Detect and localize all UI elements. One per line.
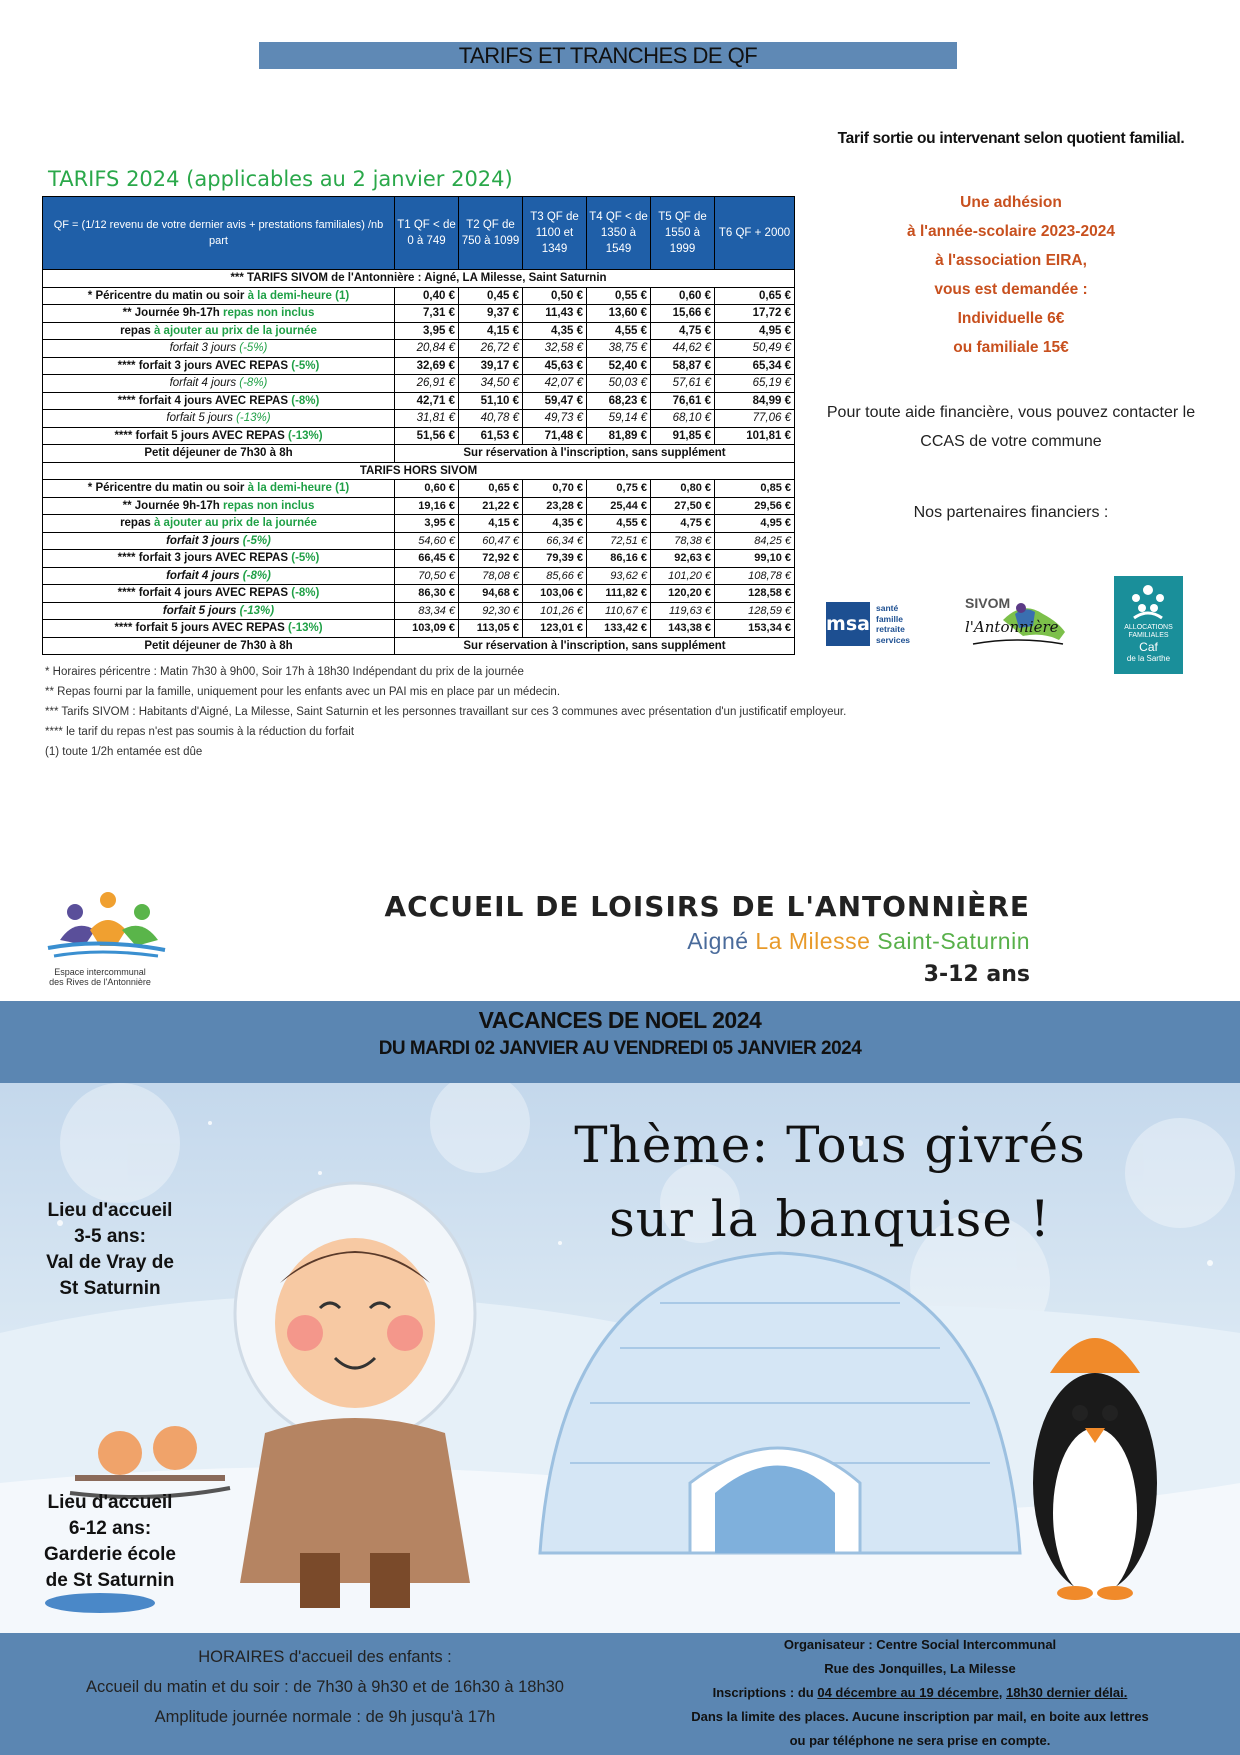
adhesion-line: vous est demandée : bbox=[934, 281, 1088, 298]
tariff-table bbox=[42, 196, 795, 655]
price-cell: 4,95 € bbox=[715, 322, 795, 340]
price-cell: 4,15 € bbox=[459, 322, 523, 340]
price-cell: 40,78 € bbox=[459, 410, 523, 428]
price-cell: 4,15 € bbox=[459, 515, 523, 533]
caf-text-line: ALLOCATIONS bbox=[1124, 624, 1173, 631]
price-cell: 44,62 € bbox=[651, 340, 715, 358]
price-cell: 78,08 € bbox=[459, 567, 523, 585]
price-cell: 78,38 € bbox=[651, 532, 715, 550]
footnote: ** Repas fourni par la famille, uniquement pour les enfants avec un PAI mis en place par un médecin. bbox=[45, 686, 561, 698]
lieu-line: St Saturnin bbox=[59, 1278, 161, 1299]
page-banner-title: TARIFS ET TRANCHES DE QF bbox=[259, 42, 957, 69]
price-cell: 108,78 € bbox=[715, 567, 795, 585]
town-saint-saturnin: Saint-Saturnin bbox=[877, 928, 1030, 954]
row-label-highlight: (-5%) bbox=[242, 534, 271, 547]
price-cell: 54,60 € bbox=[395, 532, 459, 550]
price-cell: 15,66 € bbox=[651, 305, 715, 323]
price-cell: 51,10 € bbox=[459, 392, 523, 410]
price-cell: 113,05 € bbox=[459, 620, 523, 638]
accueil-title: ACCUEIL DE LOISIRS DE L'ANTONNIÈRE bbox=[384, 890, 1030, 923]
row-label-text: forfait 4 jours bbox=[169, 377, 240, 390]
row-label-text: forfait 3 jours bbox=[169, 342, 240, 355]
price-cell: 0,65 € bbox=[715, 287, 795, 305]
theme-title bbox=[500, 1108, 1160, 1256]
organisateur-line: ou par téléphone ne sera prise en compte. bbox=[789, 1733, 1051, 1748]
sivom-rows bbox=[43, 287, 795, 462]
inscriptions-sep: , bbox=[998, 1685, 1006, 1700]
price-cell: 0,60 € bbox=[651, 287, 715, 305]
price-cell: 61,53 € bbox=[459, 427, 523, 445]
row-label bbox=[43, 567, 395, 585]
horaires-line: Accueil du matin et du soir : de 7h30 à 9h30 et de 16h30 à 18h30 bbox=[86, 1678, 564, 1696]
row-label-text: **** forfait 4 jours AVEC REPAS bbox=[117, 394, 292, 407]
row-label bbox=[43, 497, 395, 515]
row-label-text: forfait 4 jours bbox=[166, 569, 243, 582]
table-row bbox=[43, 602, 795, 620]
price-cell: 128,58 € bbox=[715, 585, 795, 603]
footnotes bbox=[45, 662, 865, 762]
table-row bbox=[43, 305, 795, 323]
price-cell: 34,50 € bbox=[459, 375, 523, 393]
price-cell: 0,40 € bbox=[395, 287, 459, 305]
price-cell: 23,28 € bbox=[523, 497, 587, 515]
row-label bbox=[43, 305, 395, 323]
row-label bbox=[43, 410, 395, 428]
aide-financiere-text: Pour toute aide financière, vous pouvez contacter le CCAS de votre commune bbox=[826, 404, 1196, 450]
price-cell: 103,09 € bbox=[395, 620, 459, 638]
vacances-title: VACANCES DE NOEL 2024 bbox=[478, 1007, 762, 1033]
price-cell: 101,20 € bbox=[651, 567, 715, 585]
price-cell: 3,95 € bbox=[395, 322, 459, 340]
row-label bbox=[43, 585, 395, 603]
inscriptions-dates: 04 décembre au 19 décembre bbox=[817, 1685, 999, 1700]
row-label bbox=[43, 340, 395, 358]
price-cell: 86,30 € bbox=[395, 585, 459, 603]
price-cell: 50,49 € bbox=[715, 340, 795, 358]
caf-figures-icon bbox=[1114, 578, 1183, 624]
hors-rows bbox=[43, 480, 795, 655]
lieu-accueil-3-5 bbox=[25, 1198, 195, 1302]
row-label bbox=[43, 322, 395, 340]
price-cell: 31,81 € bbox=[395, 410, 459, 428]
espace-text-line: des Rives de l'Antonnière bbox=[49, 977, 151, 987]
table-row bbox=[43, 340, 795, 358]
price-cell: 111,82 € bbox=[587, 585, 651, 603]
table-row bbox=[43, 322, 795, 340]
row-label-text: forfait 3 jours bbox=[166, 534, 243, 547]
msa-text-line: famille bbox=[876, 613, 903, 624]
accueil-towns bbox=[430, 928, 1030, 955]
price-cell: 45,63 € bbox=[523, 357, 587, 375]
price-cell: 84,25 € bbox=[715, 532, 795, 550]
price-cell: 101,26 € bbox=[523, 602, 587, 620]
row-label bbox=[43, 532, 395, 550]
sivom-script: l'Antonnière bbox=[965, 618, 1059, 636]
row-label-text: **** forfait 4 jours AVEC REPAS bbox=[117, 587, 292, 600]
town-la-milesse: La Milesse bbox=[755, 928, 871, 954]
header-t2: T2 QF de 750 à 1099 bbox=[459, 197, 523, 270]
price-cell: 4,55 € bbox=[587, 322, 651, 340]
price-cell: 0,55 € bbox=[587, 287, 651, 305]
table-row bbox=[43, 515, 795, 533]
vacances-dates: DU MARDI 02 JANVIER AU VENDREDI 05 JANVIER 2024 bbox=[378, 1038, 862, 1059]
price-cell: 50,03 € bbox=[587, 375, 651, 393]
msa-letters: msa bbox=[826, 602, 870, 646]
lieu-accueil-6-12 bbox=[25, 1490, 195, 1594]
price-cell: 59,14 € bbox=[587, 410, 651, 428]
row-label-highlight: (-5%) bbox=[239, 342, 268, 355]
row-label: Petit déjeuner de 7h30 à 8h bbox=[43, 637, 395, 655]
section-row bbox=[43, 270, 795, 288]
caf-text-line: FAMILIALES bbox=[1128, 632, 1169, 639]
table-row bbox=[43, 497, 795, 515]
hors-heading: TARIFS HORS SIVOM bbox=[43, 462, 795, 480]
table-row bbox=[43, 567, 795, 585]
price-cell: 128,59 € bbox=[715, 602, 795, 620]
price-cell: 77,06 € bbox=[715, 410, 795, 428]
price-cell: 94,68 € bbox=[459, 585, 523, 603]
price-cell: 68,10 € bbox=[651, 410, 715, 428]
price-cell: 29,56 € bbox=[715, 497, 795, 515]
price-cell: 7,31 € bbox=[395, 305, 459, 323]
inscriptions-line bbox=[610, 1681, 1230, 1705]
price-cell: 0,50 € bbox=[523, 287, 587, 305]
price-cell: 133,42 € bbox=[587, 620, 651, 638]
row-label-text: forfait 5 jours bbox=[162, 604, 240, 617]
table-row bbox=[43, 637, 795, 655]
price-cell: 26,91 € bbox=[395, 375, 459, 393]
row-label bbox=[43, 515, 395, 533]
sivom-logo bbox=[963, 592, 1073, 656]
footnote: *** Tarifs SIVOM : Habitants d'Aigné, La Milesse, Saint Saturnin et les personnes travaillant sur ces 3 communes avec présentation d'un justificatif employeur. bbox=[45, 706, 847, 718]
price-cell: 92,30 € bbox=[459, 602, 523, 620]
price-cell: 123,01 € bbox=[523, 620, 587, 638]
row-label-text: * Péricentre du matin ou soir bbox=[87, 482, 248, 495]
price-cell: 59,47 € bbox=[523, 392, 587, 410]
msa-text bbox=[876, 603, 910, 645]
price-cell: 83,34 € bbox=[395, 602, 459, 620]
inscriptions-deadline: 18h30 dernier délai. bbox=[1005, 1685, 1128, 1700]
adhesion-block bbox=[806, 188, 1216, 362]
table-row bbox=[43, 357, 795, 375]
tariff-title: TARIFS 2024 (applicables au 2 janvier 2024) bbox=[48, 167, 513, 191]
row-label-highlight: (-8%) bbox=[291, 394, 320, 407]
row-label-text: **** forfait 3 jours AVEC REPAS bbox=[117, 359, 292, 372]
row-label-highlight: (-8%) bbox=[291, 587, 320, 600]
row-label bbox=[43, 375, 395, 393]
price-cell: 70,50 € bbox=[395, 567, 459, 585]
adhesion-line: ou familiale 15€ bbox=[953, 339, 1069, 356]
price-cell: 110,67 € bbox=[587, 602, 651, 620]
row-label bbox=[43, 550, 395, 568]
organisateur-address: Rue des Jonquilles, La Milesse bbox=[824, 1661, 1016, 1676]
msa-text-line: retraite bbox=[876, 624, 905, 634]
table-header-row bbox=[43, 197, 795, 270]
row-label-highlight: (-5%) bbox=[291, 359, 320, 372]
row-label bbox=[43, 620, 395, 638]
footnote: * Horaires péricentre : Matin 7h30 à 9h00, Soir 17h à 18h30 Indépendant du prix de la journée bbox=[45, 666, 524, 678]
info-column bbox=[806, 130, 1216, 522]
row-label-highlight: (-13%) bbox=[288, 429, 323, 442]
row-label-highlight: à ajouter au prix de la journée bbox=[153, 517, 317, 530]
table-row bbox=[43, 480, 795, 498]
price-cell: 4,35 € bbox=[523, 322, 587, 340]
footnote: **** le tarif du repas n'est pas soumis à la réduction du forfait bbox=[45, 726, 355, 738]
table-row bbox=[43, 287, 795, 305]
header-t6: T6 QF + 2000 bbox=[715, 197, 795, 270]
table-row bbox=[43, 392, 795, 410]
header-t4: T4 QF < de 1350 à 1549 bbox=[587, 197, 651, 270]
msa-text-line: services bbox=[876, 634, 911, 645]
price-cell: 11,43 € bbox=[523, 305, 587, 323]
caf-text-line: Caf bbox=[1139, 640, 1158, 654]
reservation-cell: Sur réservation à l'inscription, sans supplément bbox=[395, 445, 795, 463]
lieu-line: Val de Vray de bbox=[46, 1252, 174, 1273]
row-label-highlight: repas non inclus bbox=[222, 499, 315, 512]
row-label-text: **** forfait 5 jours AVEC REPAS bbox=[114, 429, 289, 442]
price-cell: 65,19 € bbox=[715, 375, 795, 393]
row-label-highlight: à la demi-heure (1) bbox=[247, 289, 350, 302]
row-label-highlight: à la demi-heure (1) bbox=[247, 482, 350, 495]
price-cell: 66,34 € bbox=[523, 532, 587, 550]
organisateur-line: Dans la limite des places. Aucune inscription par mail, en boite aux lettres bbox=[691, 1709, 1149, 1724]
price-cell: 92,63 € bbox=[651, 550, 715, 568]
price-cell: 17,72 € bbox=[715, 305, 795, 323]
row-label-highlight: (-5%) bbox=[291, 552, 320, 565]
inscriptions-label: Inscriptions : du bbox=[712, 1685, 818, 1700]
table-row bbox=[43, 620, 795, 638]
row-label-text: ** Journée 9h-17h bbox=[122, 499, 223, 512]
msa-text-line: santé bbox=[876, 603, 899, 613]
price-cell: 0,75 € bbox=[587, 480, 651, 498]
price-cell: 91,85 € bbox=[651, 427, 715, 445]
header-t3: T3 QF de 1100 et 1349 bbox=[523, 197, 587, 270]
price-cell: 58,87 € bbox=[651, 357, 715, 375]
price-cell: 86,16 € bbox=[587, 550, 651, 568]
row-label-text: forfait 5 jours bbox=[166, 412, 237, 425]
row-label-highlight: (-13%) bbox=[236, 412, 271, 425]
footnote: (1) toute 1/2h entamée est dûe bbox=[45, 746, 203, 758]
lieu-line: 6-12 ans: bbox=[68, 1518, 152, 1539]
table-row bbox=[43, 410, 795, 428]
price-cell: 65,34 € bbox=[715, 357, 795, 375]
price-cell: 81,89 € bbox=[587, 427, 651, 445]
sivom-title: SIVOM bbox=[965, 595, 1011, 611]
price-cell: 143,38 € bbox=[651, 620, 715, 638]
adhesion-line: Une adhésion bbox=[960, 194, 1062, 211]
adhesion-line: Individuelle 6€ bbox=[957, 310, 1065, 327]
row-label bbox=[43, 427, 395, 445]
tarif-sortie-text: Tarif sortie ou intervenant selon quotient familial. bbox=[837, 130, 1185, 147]
row-label bbox=[43, 287, 395, 305]
table-row bbox=[43, 532, 795, 550]
row-label-text: * Péricentre du matin ou soir bbox=[87, 289, 248, 302]
price-cell: 99,10 € bbox=[715, 550, 795, 568]
horaires-line: HORAIRES d'accueil des enfants : bbox=[198, 1648, 452, 1666]
lieu-line: de St Saturnin bbox=[45, 1570, 175, 1591]
price-cell: 84,99 € bbox=[715, 392, 795, 410]
price-cell: 101,81 € bbox=[715, 427, 795, 445]
price-cell: 85,66 € bbox=[523, 567, 587, 585]
row-label bbox=[43, 480, 395, 498]
row-label bbox=[43, 602, 395, 620]
qf-description: QF = (1/12 revenu de votre dernier avis + prestations familiales) /nb part bbox=[43, 197, 395, 270]
price-cell: 0,65 € bbox=[459, 480, 523, 498]
lieu-line: Garderie école bbox=[43, 1544, 177, 1565]
price-cell: 51,56 € bbox=[395, 427, 459, 445]
price-cell: 26,72 € bbox=[459, 340, 523, 358]
espace-text bbox=[40, 967, 160, 987]
price-cell: 60,47 € bbox=[459, 532, 523, 550]
price-cell: 4,95 € bbox=[715, 515, 795, 533]
price-cell: 38,75 € bbox=[587, 340, 651, 358]
people-logo-icon bbox=[40, 890, 170, 962]
price-cell: 9,37 € bbox=[459, 305, 523, 323]
price-cell: 68,23 € bbox=[587, 392, 651, 410]
price-cell: 3,95 € bbox=[395, 515, 459, 533]
price-cell: 66,45 € bbox=[395, 550, 459, 568]
table-row bbox=[43, 445, 795, 463]
price-cell: 72,92 € bbox=[459, 550, 523, 568]
row-label-highlight: (-8%) bbox=[239, 377, 268, 390]
town-aigne: Aigné bbox=[687, 928, 749, 954]
price-cell: 27,50 € bbox=[651, 497, 715, 515]
table-row bbox=[43, 375, 795, 393]
tariff-section bbox=[42, 162, 794, 655]
lieu-line: 3-5 ans: bbox=[74, 1226, 146, 1247]
sivom-heading: *** TARIFS SIVOM de l'Antonnière : Aigné, LA Milesse, Saint Saturnin bbox=[43, 270, 795, 288]
price-cell: 103,06 € bbox=[523, 585, 587, 603]
price-cell: 0,70 € bbox=[523, 480, 587, 498]
row-label-highlight: (-13%) bbox=[288, 622, 323, 635]
price-cell: 21,22 € bbox=[459, 497, 523, 515]
horaires-block bbox=[40, 1642, 610, 1732]
price-cell: 49,73 € bbox=[523, 410, 587, 428]
row-label-highlight: à ajouter au prix de la journée bbox=[153, 324, 317, 337]
price-cell: 4,35 € bbox=[523, 515, 587, 533]
price-cell: 32,69 € bbox=[395, 357, 459, 375]
organisateur-line: Organisateur : Centre Social Intercommunal bbox=[783, 1637, 1057, 1652]
partenaires-heading: Nos partenaires financiers : bbox=[913, 504, 1109, 521]
row-label-text: **** forfait 3 jours AVEC REPAS bbox=[117, 552, 292, 565]
reservation-cell: Sur réservation à l'inscription, sans supplément bbox=[395, 637, 795, 655]
price-cell: 19,16 € bbox=[395, 497, 459, 515]
price-cell: 0,45 € bbox=[459, 287, 523, 305]
organisateur-block bbox=[610, 1633, 1230, 1753]
row-label-text: **** forfait 5 jours AVEC REPAS bbox=[114, 622, 289, 635]
horaires-line: Amplitude journée normale : de 9h jusqu'à 17h bbox=[154, 1708, 496, 1726]
price-cell: 79,39 € bbox=[523, 550, 587, 568]
row-label bbox=[43, 392, 395, 410]
price-cell: 72,51 € bbox=[587, 532, 651, 550]
row-label: Petit déjeuner de 7h30 à 8h bbox=[43, 445, 395, 463]
row-label-highlight: (-13%) bbox=[239, 604, 275, 617]
price-cell: 153,34 € bbox=[715, 620, 795, 638]
lieu-line: Lieu d'accueil bbox=[47, 1200, 173, 1221]
espace-logo bbox=[40, 890, 170, 990]
price-cell: 25,44 € bbox=[587, 497, 651, 515]
price-cell: 120,20 € bbox=[651, 585, 715, 603]
adhesion-line: à l'association EIRA, bbox=[935, 252, 1087, 269]
price-cell: 52,40 € bbox=[587, 357, 651, 375]
table-row bbox=[43, 427, 795, 445]
theme-line: sur la banquise ! bbox=[609, 1190, 1051, 1248]
row-label-highlight: (-8%) bbox=[242, 569, 271, 582]
price-cell: 71,48 € bbox=[523, 427, 587, 445]
price-cell: 4,75 € bbox=[651, 515, 715, 533]
price-cell: 93,62 € bbox=[587, 567, 651, 585]
lieu-line: Lieu d'accueil bbox=[47, 1492, 173, 1513]
adhesion-line: à l'année-scolaire 2023-2024 bbox=[907, 223, 1115, 240]
section-row bbox=[43, 462, 795, 480]
header-t1: T1 QF < de 0 à 749 bbox=[395, 197, 459, 270]
caf-text bbox=[1114, 624, 1183, 664]
table-row bbox=[43, 585, 795, 603]
espace-text-line: Espace intercommunal bbox=[54, 967, 146, 977]
vacances-band bbox=[0, 1001, 1240, 1083]
price-cell: 13,60 € bbox=[587, 305, 651, 323]
row-label-highlight: repas non inclus bbox=[222, 307, 315, 320]
theme-line: Thème: Tous givrés bbox=[574, 1116, 1086, 1174]
price-cell: 119,63 € bbox=[651, 602, 715, 620]
price-cell: 42,71 € bbox=[395, 392, 459, 410]
table-row bbox=[43, 550, 795, 568]
caf-logo bbox=[1114, 576, 1183, 674]
price-cell: 76,61 € bbox=[651, 392, 715, 410]
price-cell: 0,60 € bbox=[395, 480, 459, 498]
row-label-text: ** Journée 9h-17h bbox=[122, 307, 223, 320]
price-cell: 4,75 € bbox=[651, 322, 715, 340]
price-cell: 39,17 € bbox=[459, 357, 523, 375]
price-cell: 32,58 € bbox=[523, 340, 587, 358]
age-range: 3-12 ans bbox=[923, 962, 1030, 987]
price-cell: 20,84 € bbox=[395, 340, 459, 358]
price-cell: 57,61 € bbox=[651, 375, 715, 393]
price-cell: 42,07 € bbox=[523, 375, 587, 393]
price-cell: 4,55 € bbox=[587, 515, 651, 533]
row-label-text: repas bbox=[120, 324, 154, 337]
row-label-text: repas bbox=[120, 517, 154, 530]
price-cell: 0,80 € bbox=[651, 480, 715, 498]
header-t5: T5 QF de 1550 à 1999 bbox=[651, 197, 715, 270]
msa-logo bbox=[826, 602, 924, 646]
price-cell: 0,85 € bbox=[715, 480, 795, 498]
row-label bbox=[43, 357, 395, 375]
caf-text-line: de la Sarthe bbox=[1126, 654, 1171, 663]
